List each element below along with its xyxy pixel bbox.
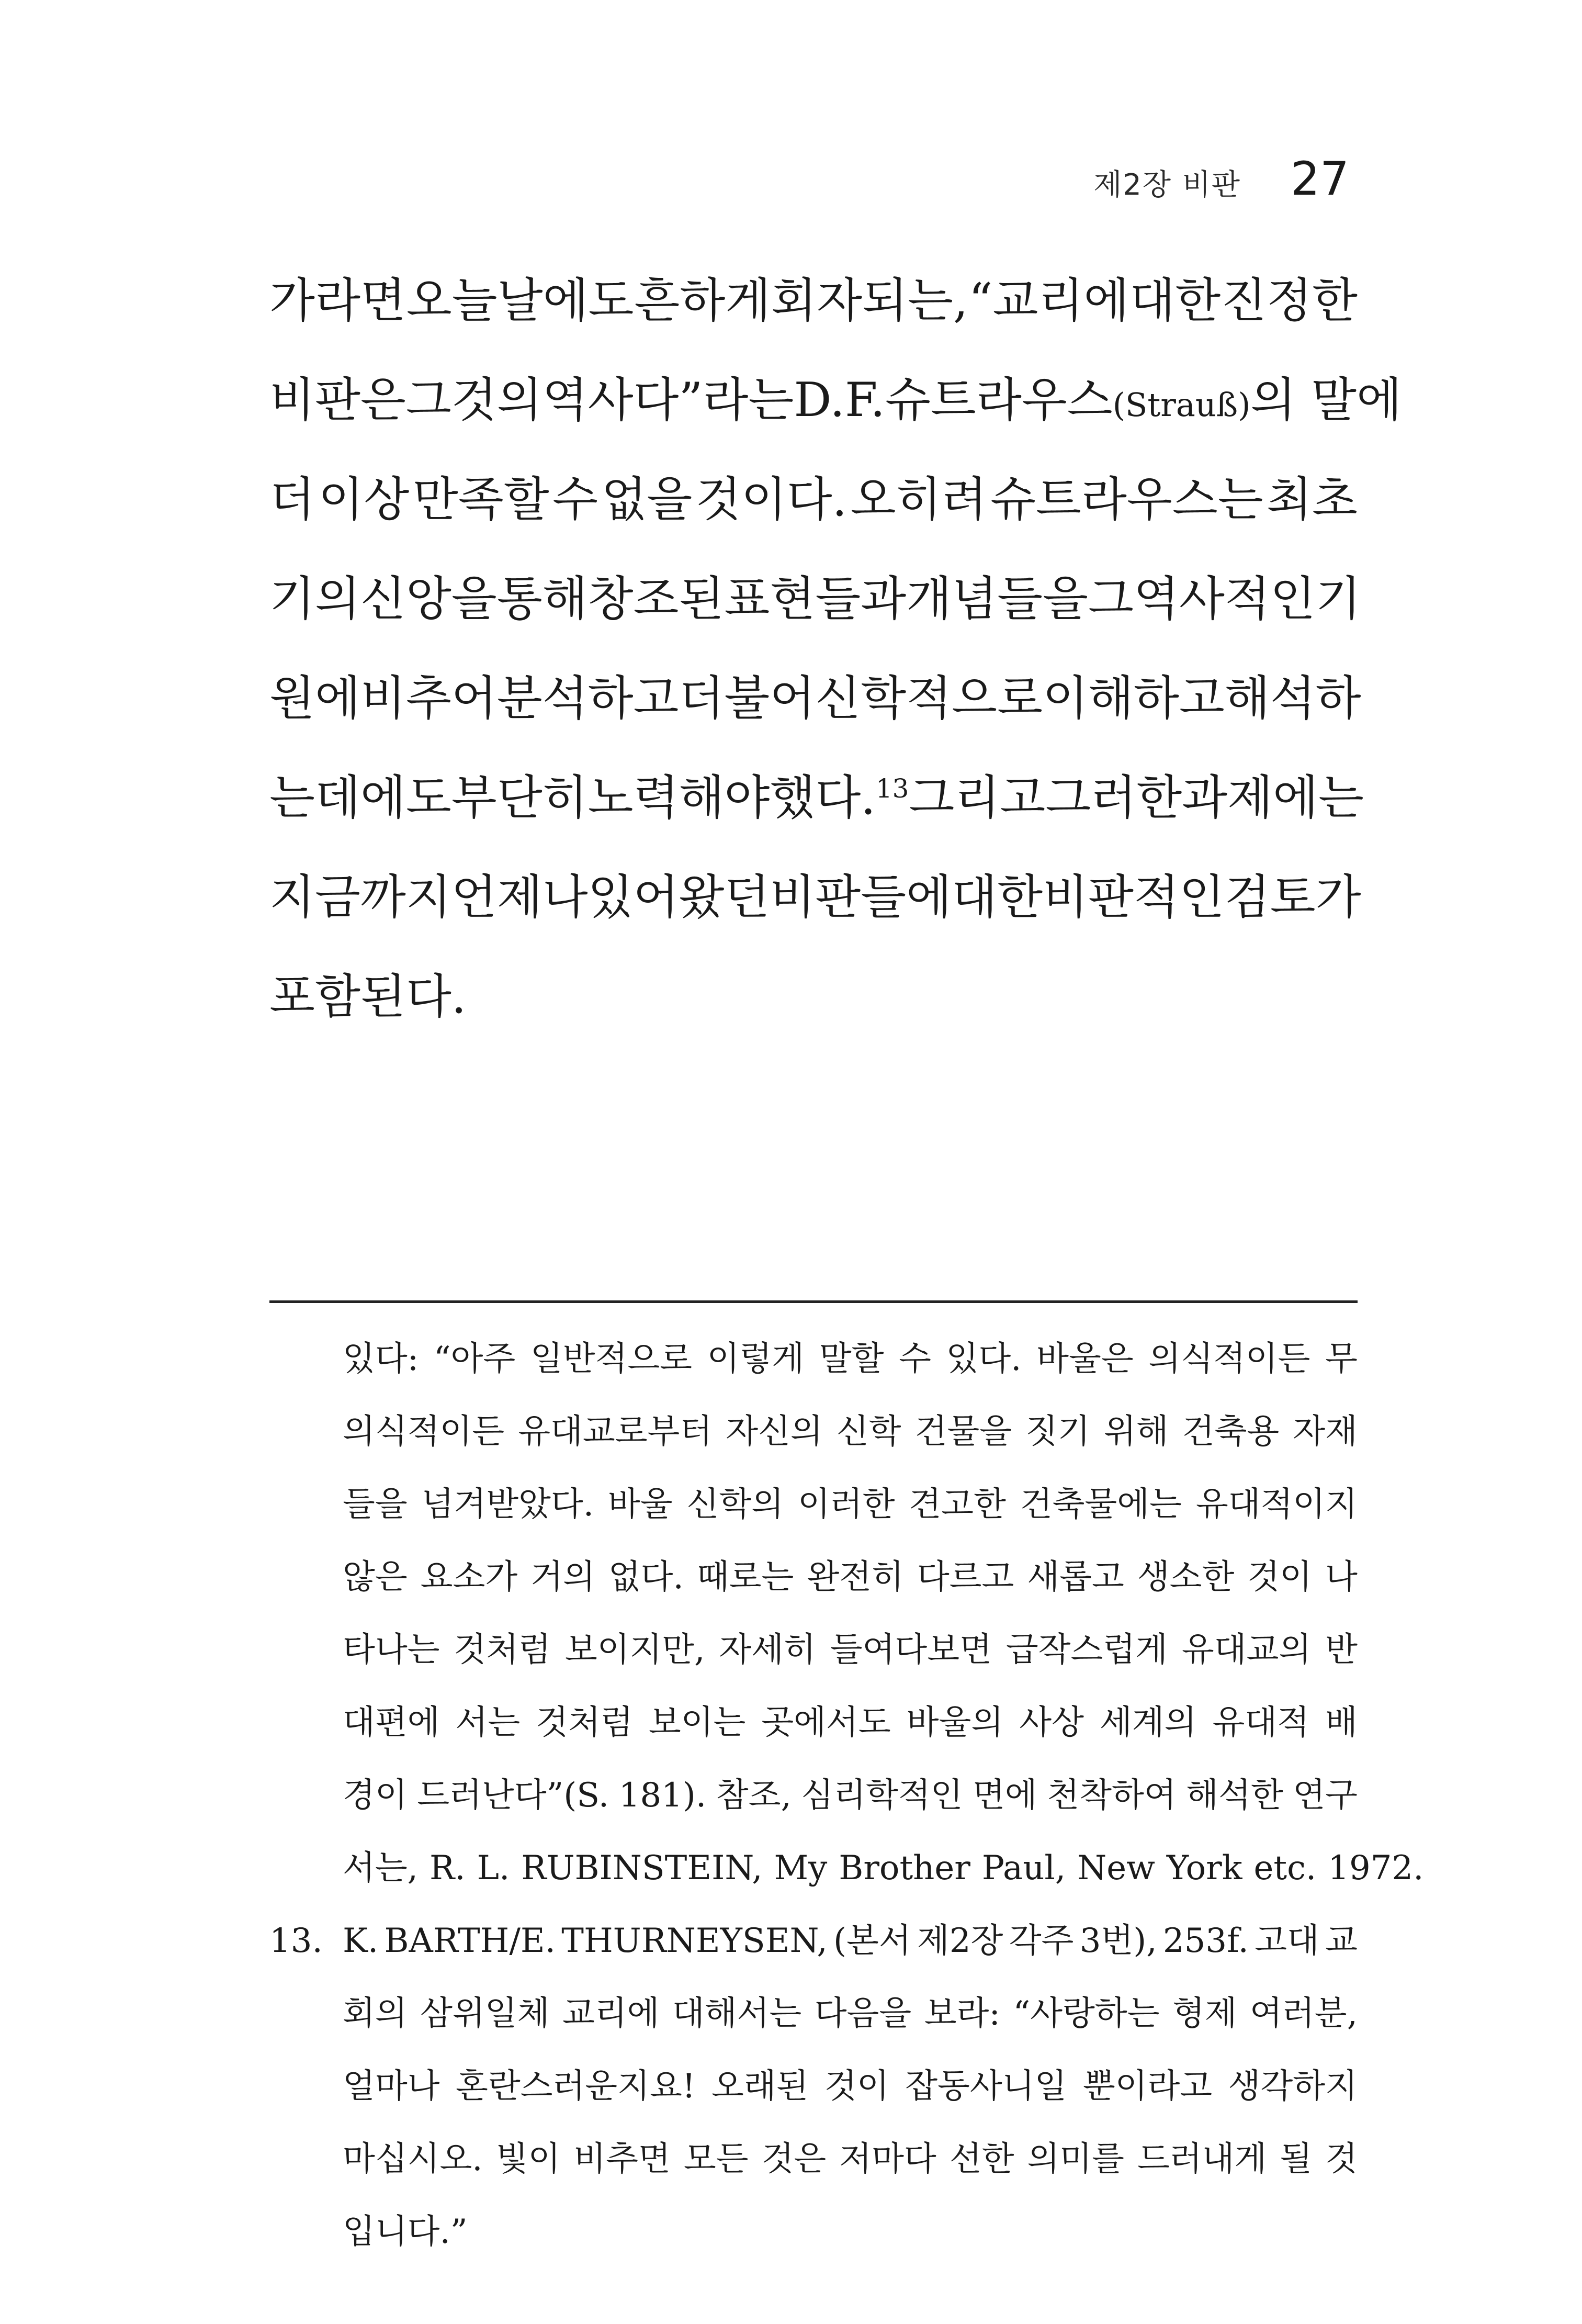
word: 대한 (952, 870, 1043, 925)
word: 것 (1325, 2140, 1358, 2179)
word: 새롭고 (1027, 1558, 1124, 1597)
body-line (269, 251, 1358, 351)
word: 없을 (601, 472, 693, 527)
word: 그러한 (1045, 770, 1182, 825)
word: 일반적으로 (530, 1340, 692, 1378)
word: 회자되는, (771, 273, 968, 328)
word: 비판적인 (1043, 870, 1225, 925)
word: 거의 (530, 1558, 595, 1597)
word: 검토가 (1224, 870, 1361, 925)
word: 부단히 (451, 770, 588, 825)
word: 것이 (1247, 1558, 1313, 1597)
footnote-13-line (269, 2123, 1358, 2196)
word: 삼위일체 (420, 1994, 550, 2033)
word: 181). (618, 1776, 707, 1815)
word: 다음을 (814, 1994, 912, 2033)
word: 잡동사니일 (905, 2067, 1067, 2106)
word: 신학의 (686, 1485, 784, 1524)
word: (본서 (833, 1922, 911, 1960)
word: 통해 (496, 571, 588, 626)
word: 될 (1280, 2140, 1313, 2179)
word: 그 (1088, 571, 1134, 626)
word: Paul, (981, 1849, 1066, 1888)
word: 흔하게 (634, 273, 771, 328)
footnote-rule (269, 1300, 1358, 1303)
word: 마십시오. (343, 2140, 483, 2179)
word: 진정한 (1221, 273, 1358, 328)
word: 견고한 (909, 1485, 1006, 1524)
word: 경이 (343, 1776, 408, 1815)
word: 들을 (343, 1485, 408, 1524)
word: 원에 (269, 671, 360, 726)
footnotes (269, 1323, 1424, 2269)
word: K. (343, 1922, 379, 1960)
word: 건물을 (914, 1412, 1012, 1451)
word: 뿐이라고 (1082, 2067, 1213, 2106)
footnote-line (269, 1541, 1358, 1614)
word: 얼마나 (343, 2067, 440, 2106)
word: New (1077, 1849, 1155, 1888)
word: 바울의 (906, 1703, 1004, 1742)
word: 제2장 (917, 1922, 1003, 1960)
word: 심리학적인 (801, 1776, 963, 1815)
word: R. (430, 1849, 466, 1888)
word: L. (477, 1849, 510, 1888)
word: 의미를 (1027, 2140, 1124, 2179)
word: 그것의 (405, 373, 543, 428)
word: 유대교로부터 (518, 1412, 713, 1451)
word: 있다. (946, 1340, 1022, 1378)
word: 포함된다. (269, 969, 467, 1024)
word: My (774, 1849, 828, 1888)
word: 곳에서도 (761, 1703, 891, 1742)
word: 더불어 (679, 671, 816, 726)
word: 생각하지 (1228, 2067, 1358, 2106)
word: F. (844, 373, 885, 428)
body-line (269, 649, 1361, 748)
name-original: (Strauß) (1112, 386, 1251, 424)
footnote-ref: 13 (875, 773, 909, 804)
word: 신앙을 (360, 571, 497, 626)
word: 이해하고 (1043, 671, 1225, 726)
word: 창조된 (587, 571, 725, 626)
word: 보이는 (648, 1703, 746, 1742)
word: 교 (1325, 1922, 1358, 1960)
word: 오히려 (850, 472, 987, 527)
word: 3번), (1079, 1922, 1157, 1960)
word: 분석하고 (496, 671, 679, 726)
word: 않은 (343, 1558, 408, 1597)
word: 건축용 (1182, 1412, 1280, 1451)
word: BARTH/E. (384, 1922, 556, 1960)
word: 슈트라우스는 (990, 472, 1263, 527)
word: 보이지만, (564, 1631, 705, 1669)
word: 의식적이든 (343, 1412, 505, 1451)
word: 것은 (761, 2140, 827, 2179)
word: 세계의 (1099, 1703, 1197, 1742)
word: 표현들과 (724, 571, 907, 626)
word: 위해 (1103, 1412, 1169, 1451)
word: 데에도 (314, 770, 451, 825)
word: 이상 (318, 472, 410, 527)
word: 모든 (683, 2140, 749, 2179)
page-number: 27 (1291, 152, 1349, 206)
word: 자신의 (726, 1412, 823, 1451)
chapter-title: 제2장 비판 (1093, 168, 1241, 202)
word: 연구 (1293, 1776, 1358, 1815)
body-line (269, 947, 1358, 1047)
word: 있다: (343, 1340, 419, 1378)
word: 그리고 (909, 770, 1046, 825)
footnote-line (269, 1832, 1424, 1905)
body-line (269, 450, 1358, 549)
body-line (269, 848, 1361, 947)
word: 혼란스러운지요! (456, 2067, 696, 2106)
word: 대한 (1129, 273, 1221, 328)
word: 사상 (1019, 1703, 1084, 1742)
word: 건축물에는 (1020, 1485, 1182, 1524)
word: 참조, (716, 1776, 792, 1815)
body-line (269, 748, 1364, 848)
word: 말할 (819, 1340, 884, 1378)
word: 역사다”라는 (542, 373, 794, 428)
word: etc. (1253, 1849, 1317, 1888)
word: Brother (839, 1849, 970, 1888)
word: 교리에 (562, 1994, 660, 2033)
word: York (1166, 1849, 1242, 1888)
footnote-13-line (269, 1905, 1358, 1978)
word: 비추어 (360, 671, 497, 726)
word: 비판들에 (770, 870, 952, 925)
word: 언제나 (451, 870, 588, 925)
body-line (269, 351, 1402, 450)
word: 역사적인 (1133, 571, 1316, 626)
word: 반 (1325, 1631, 1358, 1669)
word: “아주 (433, 1340, 516, 1378)
word: 비추면 (573, 2140, 671, 2179)
word: 슈트라우스 (885, 373, 1113, 428)
word: 요소가 (420, 1558, 518, 1597)
word: “교리에 (968, 273, 1129, 328)
footnote-number: 13. (269, 1922, 323, 1960)
word: 천착하여 (1047, 1776, 1177, 1815)
word: 완전히 (807, 1558, 904, 1597)
word: 바울 (607, 1485, 673, 1524)
word: 의 말에 (1250, 373, 1402, 428)
word: 253f. (1162, 1922, 1249, 1960)
word: 지금까지 (269, 870, 451, 925)
word: 1972. (1328, 1849, 1424, 1888)
word: 각주 (1009, 1922, 1074, 1960)
running-header (1093, 152, 1349, 206)
word: 서는, (343, 1849, 418, 1888)
word: 드러난다”(S. (417, 1776, 609, 1815)
word: 짓기 (1025, 1412, 1090, 1451)
footnote-line (269, 1323, 1358, 1396)
word: 선한 (949, 2140, 1014, 2179)
word: 것이 (824, 2067, 889, 2106)
word-group (885, 351, 1402, 450)
word: 오래된 (711, 2067, 809, 2106)
word: 것처럼 (454, 1631, 551, 1669)
footnote-line (269, 1759, 1358, 1832)
word: 없다. (608, 1558, 684, 1597)
word: 는 (269, 770, 315, 825)
word: 것처럼 (536, 1703, 633, 1742)
word: 타나는 (343, 1631, 440, 1669)
word: THURNEYSEN, (561, 1922, 828, 1960)
body-line (269, 549, 1361, 649)
word: 기 (1315, 571, 1361, 626)
word: 유대교의 (1181, 1631, 1312, 1669)
word: 신학 (836, 1412, 901, 1451)
word: 있어왔던 (587, 870, 770, 925)
footnote-13-line (269, 2196, 1358, 2269)
word: D. (794, 373, 845, 428)
footnote-line (269, 1614, 1358, 1687)
word-group (770, 748, 909, 848)
word: 자세히 (719, 1631, 816, 1669)
word: RUBINSTEIN, (521, 1849, 763, 1888)
word: 자재 (1293, 1412, 1358, 1451)
word: 최초 (1267, 472, 1358, 527)
footnote-line (269, 1468, 1358, 1541)
word: 바울은 (1036, 1340, 1134, 1378)
word: 배 (1325, 1703, 1358, 1742)
word: 회의 (343, 1994, 408, 2033)
word: 이러한 (797, 1485, 895, 1524)
word: 해석하 (1224, 671, 1361, 726)
footnote-13-line (269, 1978, 1358, 2050)
footnote-13-line (269, 2050, 1358, 2123)
word: 생소한 (1137, 1558, 1235, 1597)
word: 유대적이지 (1195, 1485, 1358, 1524)
word: 때로는 (696, 1558, 794, 1597)
footnote-line (269, 1396, 1358, 1468)
word: 수 (552, 472, 598, 527)
word: 개념들을 (906, 571, 1088, 626)
word: 오늘날에도 (406, 273, 634, 328)
word: 수 (899, 1340, 931, 1378)
word: 것이다. (695, 472, 848, 527)
word: 빛이 (495, 2140, 561, 2179)
word: 급작스럽게 (1005, 1631, 1168, 1669)
word: 신학적으로 (815, 671, 1043, 726)
word: 형제 (1172, 1994, 1237, 2033)
word: 고대 (1255, 1922, 1319, 1960)
word: 들여다보면 (830, 1631, 992, 1669)
word: 입니다.” (343, 2213, 468, 2251)
word: 노력해야 (587, 770, 770, 825)
word: 더 (269, 472, 315, 527)
word: 기의 (269, 571, 360, 626)
word: 이렇게 (707, 1340, 805, 1378)
word: 나 (1325, 1558, 1358, 1597)
word: 의식적이든 (1148, 1340, 1310, 1378)
word: 드러내게 (1137, 2140, 1267, 2179)
word: 대편에 (343, 1703, 440, 1742)
word: 다르고 (917, 1558, 1014, 1597)
word: 면에 (973, 1776, 1037, 1815)
word: 비판은 (269, 373, 406, 428)
word: “사랑하는 (1013, 1994, 1160, 2033)
word: 서는 (455, 1703, 521, 1742)
word: 했다. (770, 770, 876, 825)
word: 해석한 (1186, 1776, 1283, 1815)
word: 가라면 (269, 273, 406, 328)
word: 과제에는 (1182, 770, 1364, 825)
word: 유대적 (1212, 1703, 1310, 1742)
word: 여러분, (1250, 1994, 1358, 2033)
word: 보라: (924, 1994, 1000, 2033)
word: 넘겨받았다. (421, 1485, 594, 1524)
word: 대해서는 (672, 1994, 802, 2033)
word: 무 (1325, 1340, 1358, 1378)
word: 만족할 (412, 472, 549, 527)
word: 저마다 (839, 2140, 936, 2179)
footnote-line (269, 1687, 1358, 1759)
body-text (269, 251, 1402, 1047)
